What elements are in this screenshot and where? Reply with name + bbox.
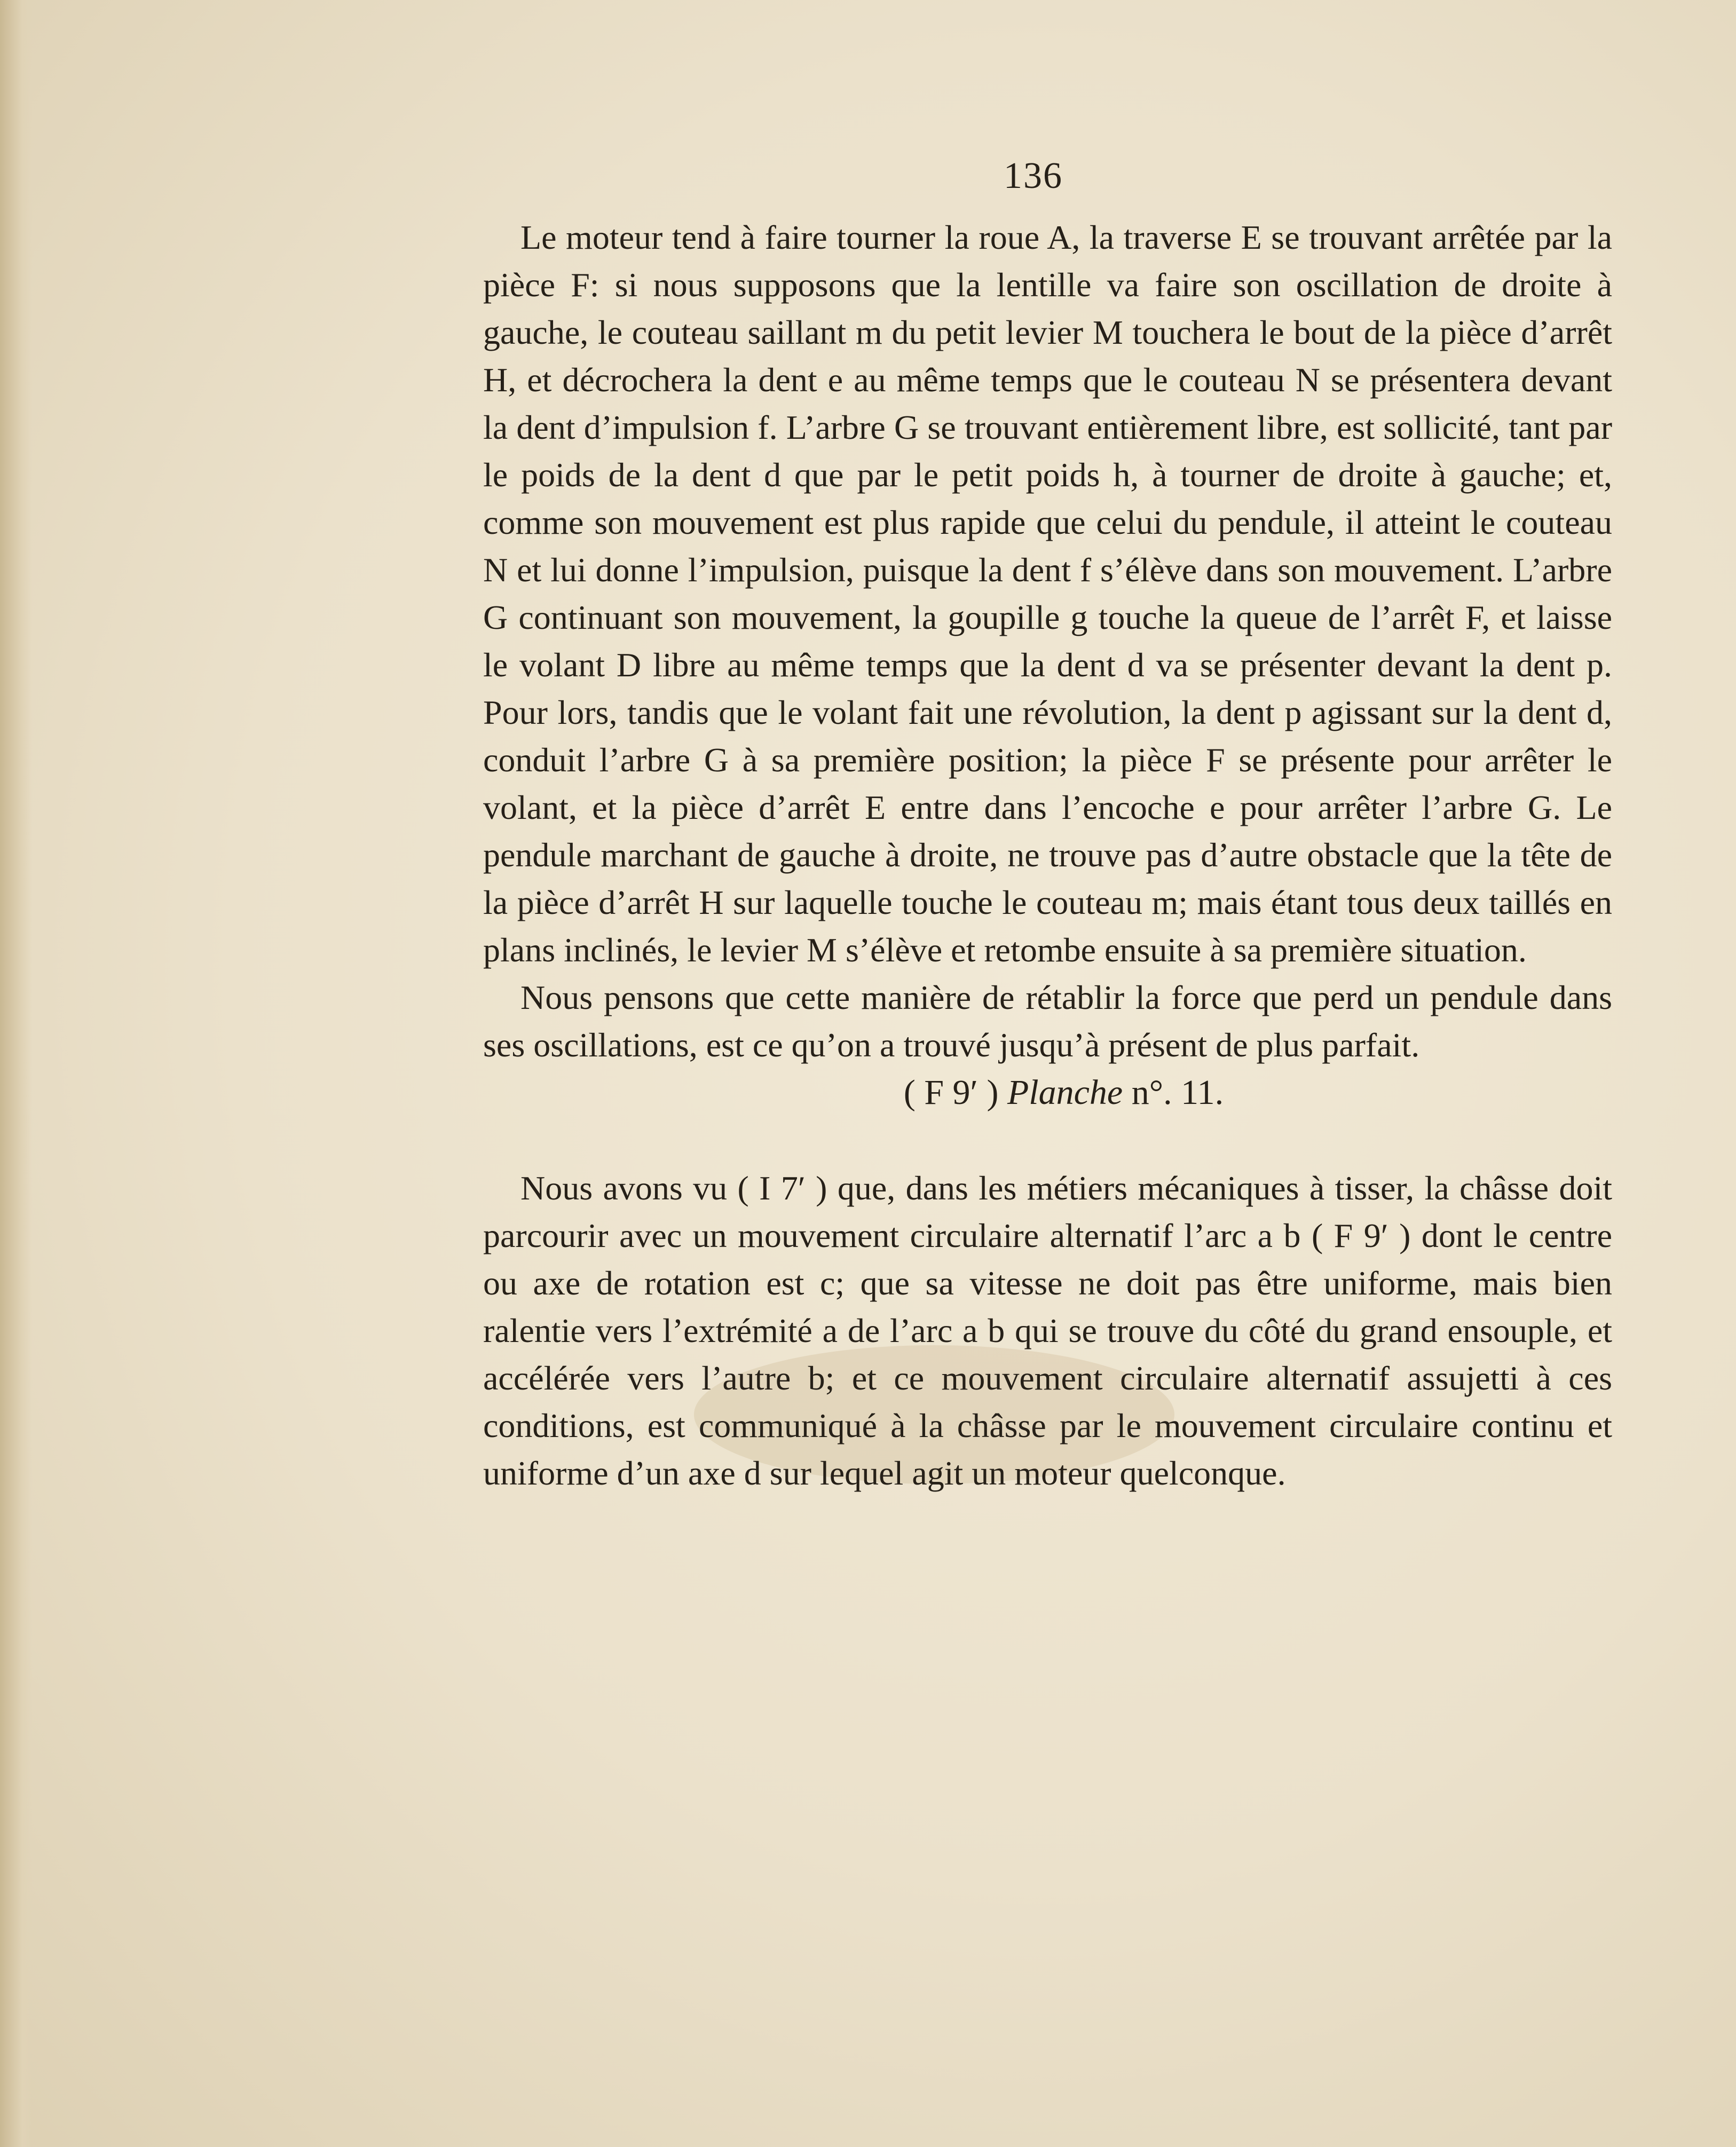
page-number: 136 [1004,155,1063,196]
paragraph-loom: Nous avons vu ( I 7′ ) que, dans les métiers mécaniques à tisser, la châsse doit parcourir avec un mouvement circulaire alternatif l’arc a b ( F 9′ ) dont le centre ou axe de rotation est c; que sa vitesse ne doit pas être uniforme, mais bien ralentie vers l’extrémité a de l’arc a b qui se trouve du côté du grand ensouple, et accélérée vers l’autre b; et ce mouvement circulaire alternatif assujetti à ces conditions, est communiqué à la châsse par le mouvement circulaire continu et uniforme d’un axe d sur lequel agit un moteur quelconque. [483,1169,1612,1492]
plate-label: Planche [1007,1073,1123,1112]
section-code: ( F 9′ ) [903,1073,999,1112]
paragraph-mechanism: Le moteur tend à faire tourner la roue A, la traverse E se trouvant arrêtée par la pièce F: si nous supposons que la lentille va faire son oscillation de droite à gauche, le couteau saillant m du petit levier M touchera le bout de la pièce d’arrêt H, et décrochera la dent e au même temps que le couteau N se présentera devant la dent d’impulsion f. L’arbre G se trouvant entièrement libre, est sollicité, tant par le poids de la dent d que par le petit poids h, à tourner de droite à gauche; et, comme son mouvement est plus rapide que celui du pendule, il atteint le couteau N et lui donne l’impulsion, puisque la dent f s’élève dans son mouvement. L’arbre G continuant son mouvement, la goupille g touche la queue de l’arrêt F, et laisse le volant D libre au même temps que la dent d va se présenter devant la dent p. Pour lors, tandis que le volant fait une révolution, la dent p agissant sur la dent d, conduit l’arbre G à sa première position; la pièce F se présente pour arrêter le volant, et la pièce d’arrêt E entre dans l’encoche e pour arrêter l’arbre G. Le pendule marchant de gauche à droite, ne trouve pas d’autre obstacle que la tête de la pièce d’arrêt H sur laquelle touche le couteau m; mais étant tous deux taillés en plans inclinés, le levier M s’élève et retombe ensuite à sa première situation. [483,218,1612,969]
section-gap [483,1116,1612,1164]
text-body [483,214,1612,1497]
section-heading [483,1069,1612,1116]
page-binding-edge [0,0,32,2147]
plate-number: n°. 11. [1131,1073,1224,1112]
paragraph-conclusion: Nous pensons que cette manière de rétablir la force que perd un pendule dans ses oscillations, est ce qu’on a trouvé jusqu’à présent de plus parfait. [483,978,1612,1064]
